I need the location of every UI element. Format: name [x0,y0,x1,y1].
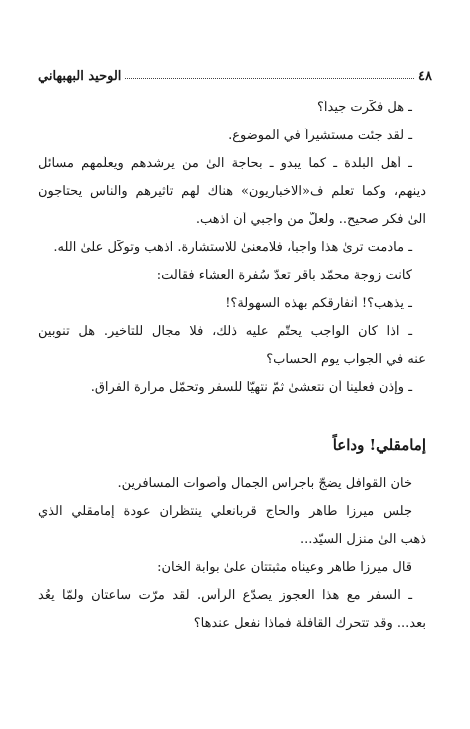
text-line: ـ يذهب؟! أنفارقكم بهذه السهولة؟! [225,296,412,311]
text-line: ذهب الىٰ منزل السيّد... [299,532,426,547]
text-line: الىٰ فكر صحيح.. ولعلّ من واجبي أن اذهب. [195,212,426,227]
text-line: ـ السفر مع هذا العجوز يصدّع الرأس. لقد مرّت ساعتان ولمّا يعُد [38,588,412,603]
body-text [38,0,426,729]
text-line: عنه في الجواب يوم الحساب؟ [266,352,426,367]
text-line: ـ مادمت ترىٰ هذا واجباً، فلامعنىٰ للاستشارة. اذهب وتوكّل علىٰ الله. [53,240,412,255]
text-line: دينهم، وكما تعلم ف«الاخباريون» هناك لهم تأثيرهم والناس يحتاجون [38,184,426,199]
text-line: ـ اذا كان الواجب يحتّم عليه ذلك، فلا مجال للتأخير. هل تنوبين [38,324,412,339]
text-line: بعد... وقد تتحرك القافلة فماذا نفعل عندها؟ [193,616,426,631]
text-line: قال ميرزا طاهر وعيناه مثبتتان علىٰ بوابة الخان: [157,560,412,575]
page-number: ٤٨ [418,69,432,84]
section-title: إمامقلي! وداعاً [332,436,426,454]
running-title: الوحيد البهبهاني [38,69,122,84]
text-line: جلس ميرزا طاهر والحاج قربانعلي ينتظران عودة إمامقلي الذي [38,504,412,519]
text-line: ـ أهل البلدة ـ كما يبدو ـ بحاجة الىٰ من يرشدهم ويعلّمهم مسائل [38,156,412,171]
text-line: خان القوافل يضجّ بأجراس الجمال وأصوات المسافرين. [117,476,412,491]
text-line: ـ لقد جئت مستشيراً في الموضوع. [228,128,412,143]
text-line: كانت زوجة محمّد باقر تعدّ سُفرة العشاء فقالت: [156,268,412,283]
text-line: ـ هل فكّرت جيداً؟ [316,100,412,115]
text-line: ـ وإذن فعلينا أن نتعشىٰ ثمّ نتهيّأ للسفر وتحمّل مرارة الفراق. [90,380,412,395]
